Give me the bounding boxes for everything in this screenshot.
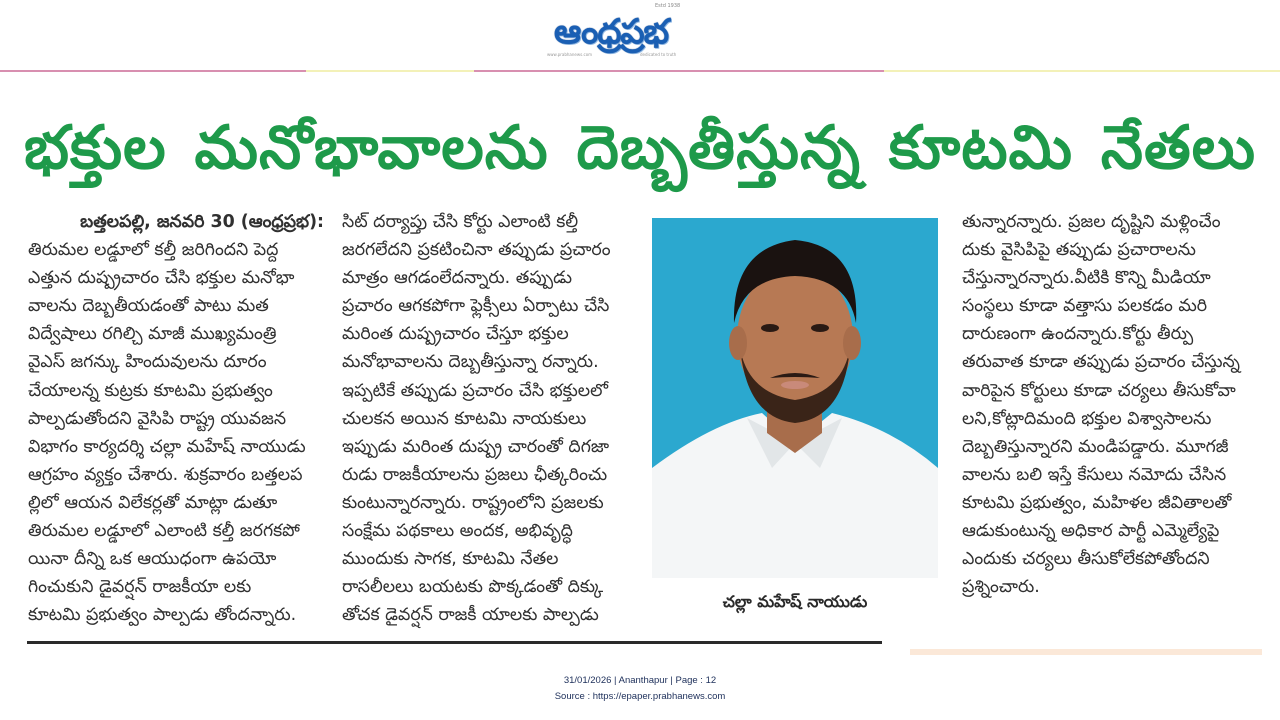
masthead-divider [306,70,474,72]
text-line: వారిపైన కోర్టులు కూడా చర్యలు తీసుకోవా [962,380,1236,401]
masthead-divider [884,70,1280,72]
text-line: కూటమి ప్రభుత్వం, మహిళల జీవితాలతో [962,492,1232,513]
text-line: సంస్థలు కూడా వత్తాసు పలకడం మరి [962,296,1208,317]
text-line: ముందుకు సాగక, కూటమి నేతల [342,549,559,570]
decorative-bar [910,649,1262,655]
text-line: మాత్రం ఆగడంలేదన్నారు. తప్పుడు [342,268,572,289]
masthead-divider [474,70,884,72]
text-line: సంక్షేమ పథకాలు అందక, అభివృద్ధి [342,521,573,542]
text-line: దుకు వైసిపిపై తప్పుడు ప్రచారాలను [962,240,1196,261]
article-column-1 [28,208,324,629]
text-line: కూటమి ప్రభుత్వం పాల్పడు తోందన్నారు. [28,605,297,626]
logo-subtext-left: www.prabhanews.com [547,52,593,57]
headline-word: దెబ్బతీస్తున్న [576,113,861,183]
text-line: చేస్తున్నారన్నారు.వీటికి కొన్ని మీడియా [962,268,1211,289]
text-line: ఎత్తున దుష్ప్రచారం చేసి భక్తుల మనోభా [28,268,295,289]
text-line: రుడు రాజకీయాలను ప్రజలు ఛీత్కరించు [342,464,608,485]
text-line: విభాగం కార్యదర్శి చల్లా మహేష్ నాయుడు [28,436,306,457]
text-line: గించుకుని డైవర్షన్ రాజకీయా లకు [28,577,252,598]
text-line: చేయాలన్న కుట్రకు కూటమి ప్రభుత్వం [28,380,273,401]
text-line: ఇప్పటికే తప్పుడు ప్రచారం చేసి భక్తులలో [342,380,608,401]
text-line: ప్రశ్నించారు. [962,577,1040,598]
article-headline [24,106,1256,190]
text-line: మనోభావాలను దెబ్బతీస్తున్నా రన్నారు. [342,352,599,373]
photo-caption: చల్లా మహేష్ నాయుడు [722,592,868,611]
logo-estd: Estd 1938 [655,3,681,9]
masthead-divider [0,70,306,72]
text-line: వైఎస్ జగన్కు హిందువులను దూరం [28,352,267,373]
headline-word: మనోభావాలను [194,113,549,183]
newspaper-logo [545,8,677,56]
footer-edition-info: 31/01/2026 | Ananthapur | Page : 12 [563,675,717,686]
text-line: జరగలేదని ప్రకటించినా తప్పుడు ప్రచారం [342,240,611,261]
article-bottom-rule [27,641,882,644]
text-line: విద్వేషాలు రగిల్చి మాజీ ముఖ్యమంత్రి [28,324,277,345]
dateline: బత్తలపల్లి, జనవరి 30 (ఆంధ్రప్రభ): [80,212,324,232]
text-line: వాలను దెబ్బతీయడంతో పాటు మత [28,296,269,317]
text-line: వాలను బలి ఇస్తే కేసులు నమోదు చేసిన [962,464,1227,485]
article-column-3 [962,208,1252,601]
text-line: లని,కోట్లాదిమంది భక్తుల విశ్వాసాలను [962,408,1212,429]
headline-word: నేతలు [1100,113,1256,183]
text-line: తున్నారన్నారు. ప్రజల దృష్టిని మళ్లించేం [962,212,1221,232]
masthead [0,0,1280,72]
headline-word: భక్తుల [24,113,167,183]
footer-source: Source : https://epaper.prabhanews.com [554,691,726,702]
logo-text: ఆంధ్రప్రభ [553,12,669,52]
portrait-illustration [652,218,938,578]
text-line: ఆడుకుంటున్న అధికార పార్టీ ఎమ్మెల్యేపై [962,521,1220,542]
text-line: ప్రచారం ఆగకపోగా ఫ్లెక్సీలు ఏర్పాటు చేసి [342,296,610,317]
text-line: ఎందుకు చర్యలు తీసుకోలేకపోతోందని [962,549,1210,570]
article-column-2 [342,208,624,629]
text-line: చులకన అయిన కూటమి నాయకులు [342,408,587,429]
text-line: దారుణంగా ఉందన్నారు.కోర్టు తీర్పు [962,324,1194,345]
text-line: దెబ్బతిస్తున్నారని మండిపడ్డారు. మూగజీ [962,436,1229,457]
portrait-photo [652,218,938,578]
text-line: మరింత దుష్ప్రచారం చేస్తూ భక్తుల [342,324,569,345]
text-line: ఆగ్రహం వ్యక్తం చేశారు. శుక్రవారం బత్తలప [28,464,303,485]
page-footer [0,673,1280,705]
text-line: యినా దీన్ని ఒక ఆయుధంగా ఉపయో [28,549,277,570]
text-line: తిరుమల లడ్డూలో కల్తీ జరిగిందని పెద్ద [28,240,279,261]
text-line: సిట్ దర్యాప్తు చేసి కోర్టు ఎలాంటి కల్తీ [342,212,579,232]
text-line: కుంటున్నారన్నారు. రాష్ట్రంలోని ప్రజలకు [342,492,604,513]
text-line: తోచక డైవర్షన్ రాజకీ యాలకు పాల్పడు [342,605,599,626]
text-line: పాల్పడుతోందని వైసిపి రాష్ట్ర యువజన [28,408,287,429]
text-line: ల్లిలో ఆయన విలేకర్లతో మాట్లా డుతూ [28,492,278,513]
text-line: తరువాత కూడా తప్పుడు ప్రచారం చేస్తున్న [962,352,1240,373]
text-line: తిరుమల లడ్డూలో ఎలాంటి కల్తీ జరగకపో [28,521,300,542]
logo-subtext-right: dedicated to truth [640,52,677,57]
headline-word: కూటమి [888,113,1073,183]
text-line: ఇప్పుడు మరింత దుష్ప్ర చారంతో దిగజా [342,436,610,457]
text-line: రాసలీలలు బయటకు పొక్కడంతో దిక్కు [342,577,604,598]
